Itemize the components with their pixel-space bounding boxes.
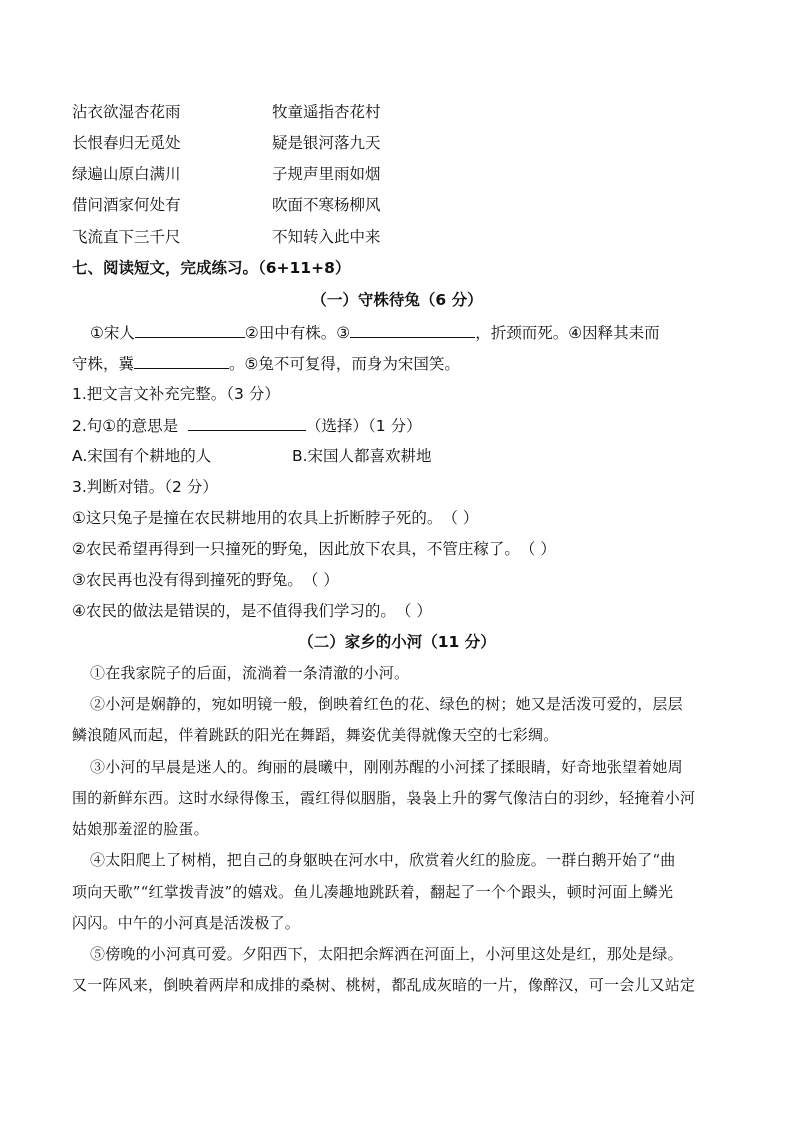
part1-text-2b: 。⑤兔不可复得，而身为宋国笑。: [229, 355, 460, 373]
poem-right-1: 牧童遥指杏花村: [272, 103, 381, 121]
judge-item-3: [72, 570, 339, 590]
part1-text-2a: 守株，冀: [72, 355, 135, 373]
judge-item-2: [72, 539, 556, 559]
passage-line-8: 项向天歌”“红掌拨青波”的嬉戏。鱼儿凑趣地跳跃着，翻起了一个个跟头，顿时河面上鳞光: [72, 883, 674, 901]
question-2-suffix: （选择）（1 分）: [306, 417, 422, 435]
judge-answer-1[interactable]: （ ）: [442, 509, 479, 527]
passage-line-3: 鳞浪随风而起，伴着跳跃的阳光在舞蹈，舞姿优美得就像天空的七彩绸。: [72, 726, 559, 744]
passage-line-4: ③小河的早晨是迷人的。绚丽的晨曦中，刚刚苏醒的小河揉了揉眼睛，好奇地张望着她周: [90, 758, 683, 776]
poem-right-2: 疑是银河落九天: [272, 134, 381, 152]
judge-answer-2[interactable]: （ ）: [519, 540, 556, 558]
judge-text-2: ②农民希望再得到一只撞死的野兔，因此放下农具，不管庄稼了。: [72, 540, 520, 558]
judge-answer-3[interactable]: （ ）: [302, 571, 339, 589]
poem-left-1: 沾衣欲湿杏花雨: [72, 103, 181, 121]
poem-right-3: 子规声里雨如烟: [272, 165, 381, 183]
poem-right-4: 吹面不寒杨柳风: [272, 196, 381, 214]
fill-blank-1[interactable]: [135, 322, 245, 338]
part1-text-1b: ②田中有株。③: [244, 324, 351, 342]
passage-line-5: 围的新鲜东西。这时水绿得像玉，霞红得似胭脂，袅袅上升的雾气像洁白的羽纱，轻掩着小河: [72, 789, 696, 807]
question-1: 1.把文言文补充完整。（3 分）: [72, 385, 280, 403]
judge-text-4: ④农民的做法是错误的，是不值得我们学习的。: [72, 602, 396, 620]
option-a[interactable]: A.宋国有个耕地的人: [72, 447, 212, 465]
judge-text-3: ③农民再也没有得到撞死的野兔。: [72, 571, 303, 589]
passage-line-2: ②小河是娴静的，宛如明镜一般，倒映着红色的花、绿色的树；她又是活泼可爱的，层层: [90, 695, 683, 713]
part1-text-line1: [90, 322, 660, 343]
passage-line-7: ④太阳爬上了树梢，把自己的身躯映在河水中，欣赏着火红的脸庞。一群白鹅开始了“曲: [90, 851, 676, 869]
passage-line-1: ①在我家院子的后面，流淌着一条清澈的小河。: [90, 664, 410, 682]
passage-line-10: ⑤傍晚的小河真可爱。夕阳西下，太阳把余辉洒在河面上，小河里这处是红，那处是绿。: [90, 945, 683, 963]
section-7-title: 七、阅读短文，完成练习。（6+11+8）: [72, 259, 351, 277]
poem-left-4: 借问酒家何处有: [72, 196, 181, 214]
judge-text-1: ①这只兔子是撞在农民耕地用的农具上折断脖子死的。: [72, 509, 443, 527]
poem-left-3: 绿遍山原白满川: [72, 165, 181, 183]
passage-line-9: 闪闪。中午的小河真是活泼极了。: [72, 914, 301, 932]
question-3: 3.判断对错。（2 分）: [72, 478, 218, 496]
part1-text-1a: ①宋人: [90, 324, 135, 342]
part1-text-1c: ，折颈而死。④因释其耒而: [475, 324, 660, 342]
question-2-text: 2.句①的意思是: [72, 417, 179, 435]
poem-left-5: 飞流直下三千尺: [72, 228, 181, 246]
judge-item-1: [72, 508, 478, 528]
part2-title: （二）家乡的小河（11 分）: [298, 633, 496, 651]
fill-blank-3[interactable]: [134, 353, 229, 369]
question-2: [72, 415, 422, 436]
option-b[interactable]: B.宋国人都喜欢耕地: [292, 447, 432, 465]
part1-title: （一）守株待兔（6 分）: [311, 291, 483, 309]
judge-answer-4[interactable]: （ ）: [395, 602, 432, 620]
judge-item-4: [72, 601, 432, 621]
fill-blank-choice[interactable]: [188, 415, 306, 431]
fill-blank-2[interactable]: [350, 322, 475, 338]
passage-line-11: 又一阵风来，倒映着两岸和成排的桑树、桃树，都乱成灰暗的一片，像醉汉，可一会儿又站定: [72, 976, 696, 994]
poem-right-5: 不知转入此中来: [272, 228, 381, 246]
passage-line-6: 姑娘那羞涩的脸蛋。: [72, 820, 209, 838]
poem-left-2: 长恨春归无觅处: [72, 134, 181, 152]
part1-text-line2: [72, 353, 460, 374]
